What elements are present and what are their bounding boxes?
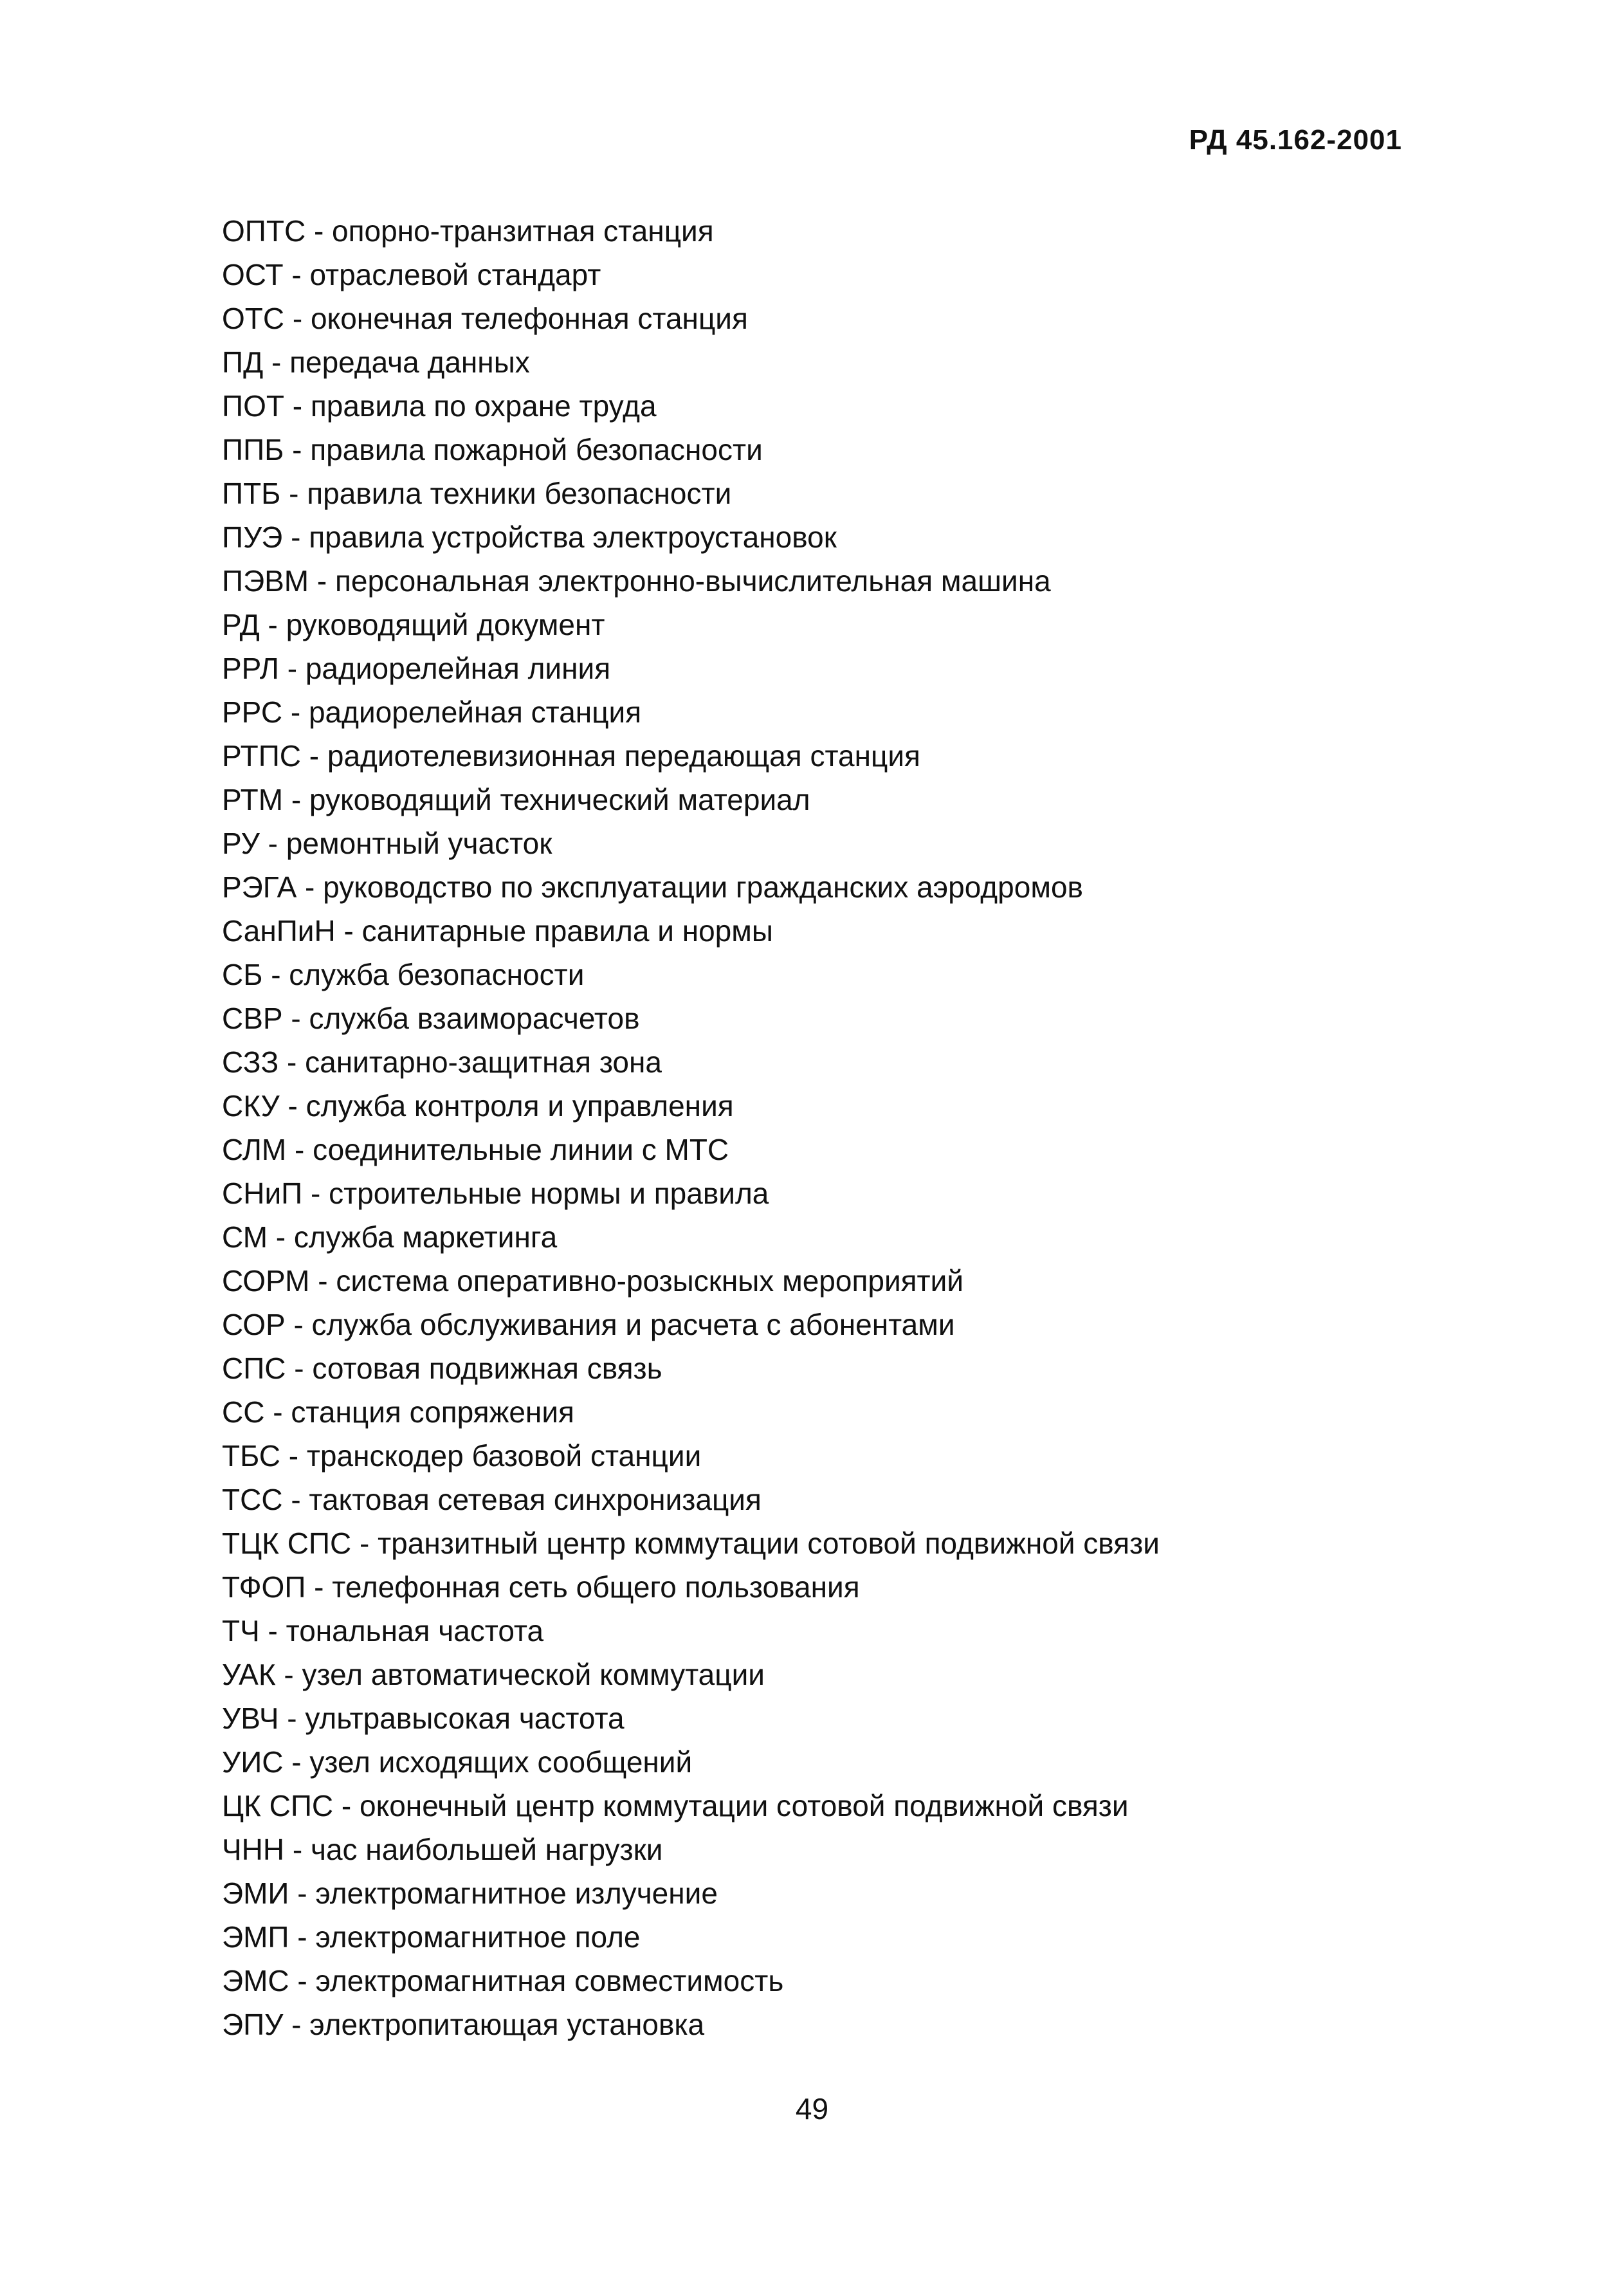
abbreviation-item: ТФОП - телефонная сеть общего пользования (222, 1570, 860, 1604)
abbreviation-item: УИС - узел исходящих сообщений (222, 1745, 693, 1779)
abbreviation-item: ППБ - правила пожарной безопасности (222, 433, 763, 466)
abbreviation-item: ТЧ - тональная частота (222, 1614, 544, 1647)
abbreviation-item: РД - руководящий документ (222, 608, 605, 641)
abbreviation-item: СЛМ - соединительные линии с МТС (222, 1133, 729, 1166)
abbreviation-item: ОТС - оконечная телефонная станция (222, 302, 748, 335)
abbreviation-item: ЭМИ - электромагнитное излучение (222, 1877, 718, 1910)
abbreviation-item: ПУЭ - правила устройства электроустановок (222, 520, 837, 554)
abbreviation-item: СБ - служба безопасности (222, 958, 585, 991)
abbreviation-item: СМ - служба маркетинга (222, 1220, 558, 1254)
abbreviation-item: СНиП - строительные нормы и правила (222, 1177, 769, 1210)
abbreviation-item: СПС - сотовая подвижная связь (222, 1352, 662, 1385)
abbreviation-item: ТСС - тактовая сетевая синхронизация (222, 1483, 762, 1516)
abbreviation-item: РРЛ - радиорелейная линия (222, 652, 611, 685)
abbreviation-item: ПОТ - правила по охране труда (222, 389, 657, 423)
abbreviation-item: ТБС - транскодер базовой станции (222, 1439, 702, 1473)
abbreviation-item: ОПТС - опорно-транзитная станция (222, 214, 714, 248)
abbreviation-item: СВР - служба взаиморасчетов (222, 1002, 640, 1035)
abbreviation-item: УВЧ - ультравысокая частота (222, 1702, 625, 1735)
abbreviation-item: СКУ - служба контроля и управления (222, 1089, 734, 1123)
abbreviation-item: РТПС - радиотелевизионная передающая станция (222, 739, 920, 773)
abbreviation-item: ЦК СПС - оконечный центр коммутации сотовой подвижной связи (222, 1789, 1129, 1822)
abbreviation-item: РЭГА - руководство по эксплуатации гражданских аэродромов (222, 870, 1083, 904)
abbreviation-item: ПТБ - правила техники безопасности (222, 477, 732, 510)
abbreviation-item: ЭМП - электромагнитное поле (222, 1920, 641, 1954)
abbreviation-item: СЗЗ - санитарно-защитная зона (222, 1045, 662, 1079)
abbreviation-item: СОРМ - система оперативно-розыскных мероприятий (222, 1264, 964, 1298)
page-number: 49 (795, 2092, 829, 2125)
abbreviation-item: СОР - служба обслуживания и расчета с абонентами (222, 1308, 955, 1341)
abbreviation-item: ПЭВМ - персональная электронно-вычислительная машина (222, 564, 1051, 598)
abbreviation-list (222, 209, 1418, 2046)
abbreviation-item: ТЦК СПС - транзитный центр коммутации сотовой подвижной связи (222, 1527, 1160, 1560)
abbreviation-item: УАК - узел автоматической коммутации (222, 1658, 765, 1691)
abbreviation-item: ЭПУ - электропитающая установка (222, 2008, 705, 2041)
abbreviation-item: СанПиН - санитарные правила и нормы (222, 914, 773, 948)
abbreviation-item: ЧНН - час наибольшей нагрузки (222, 1833, 663, 1866)
abbreviation-item: РУ - ремонтный участок (222, 827, 552, 860)
abbreviation-item: ЭМС - электромагнитная совместимость (222, 1964, 784, 1997)
abbreviation-item: РРС - радиорелейная станция (222, 695, 642, 729)
abbreviation-item: СС - станция сопряжения (222, 1395, 574, 1429)
abbreviation-item: ОСТ - отраслевой стандарт (222, 258, 601, 291)
abbreviation-item: РТМ - руководящий технический материал (222, 783, 810, 816)
document-code: РД 45.162-2001 (1189, 124, 1402, 156)
abbreviation-item: ПД - передача данных (222, 345, 530, 379)
